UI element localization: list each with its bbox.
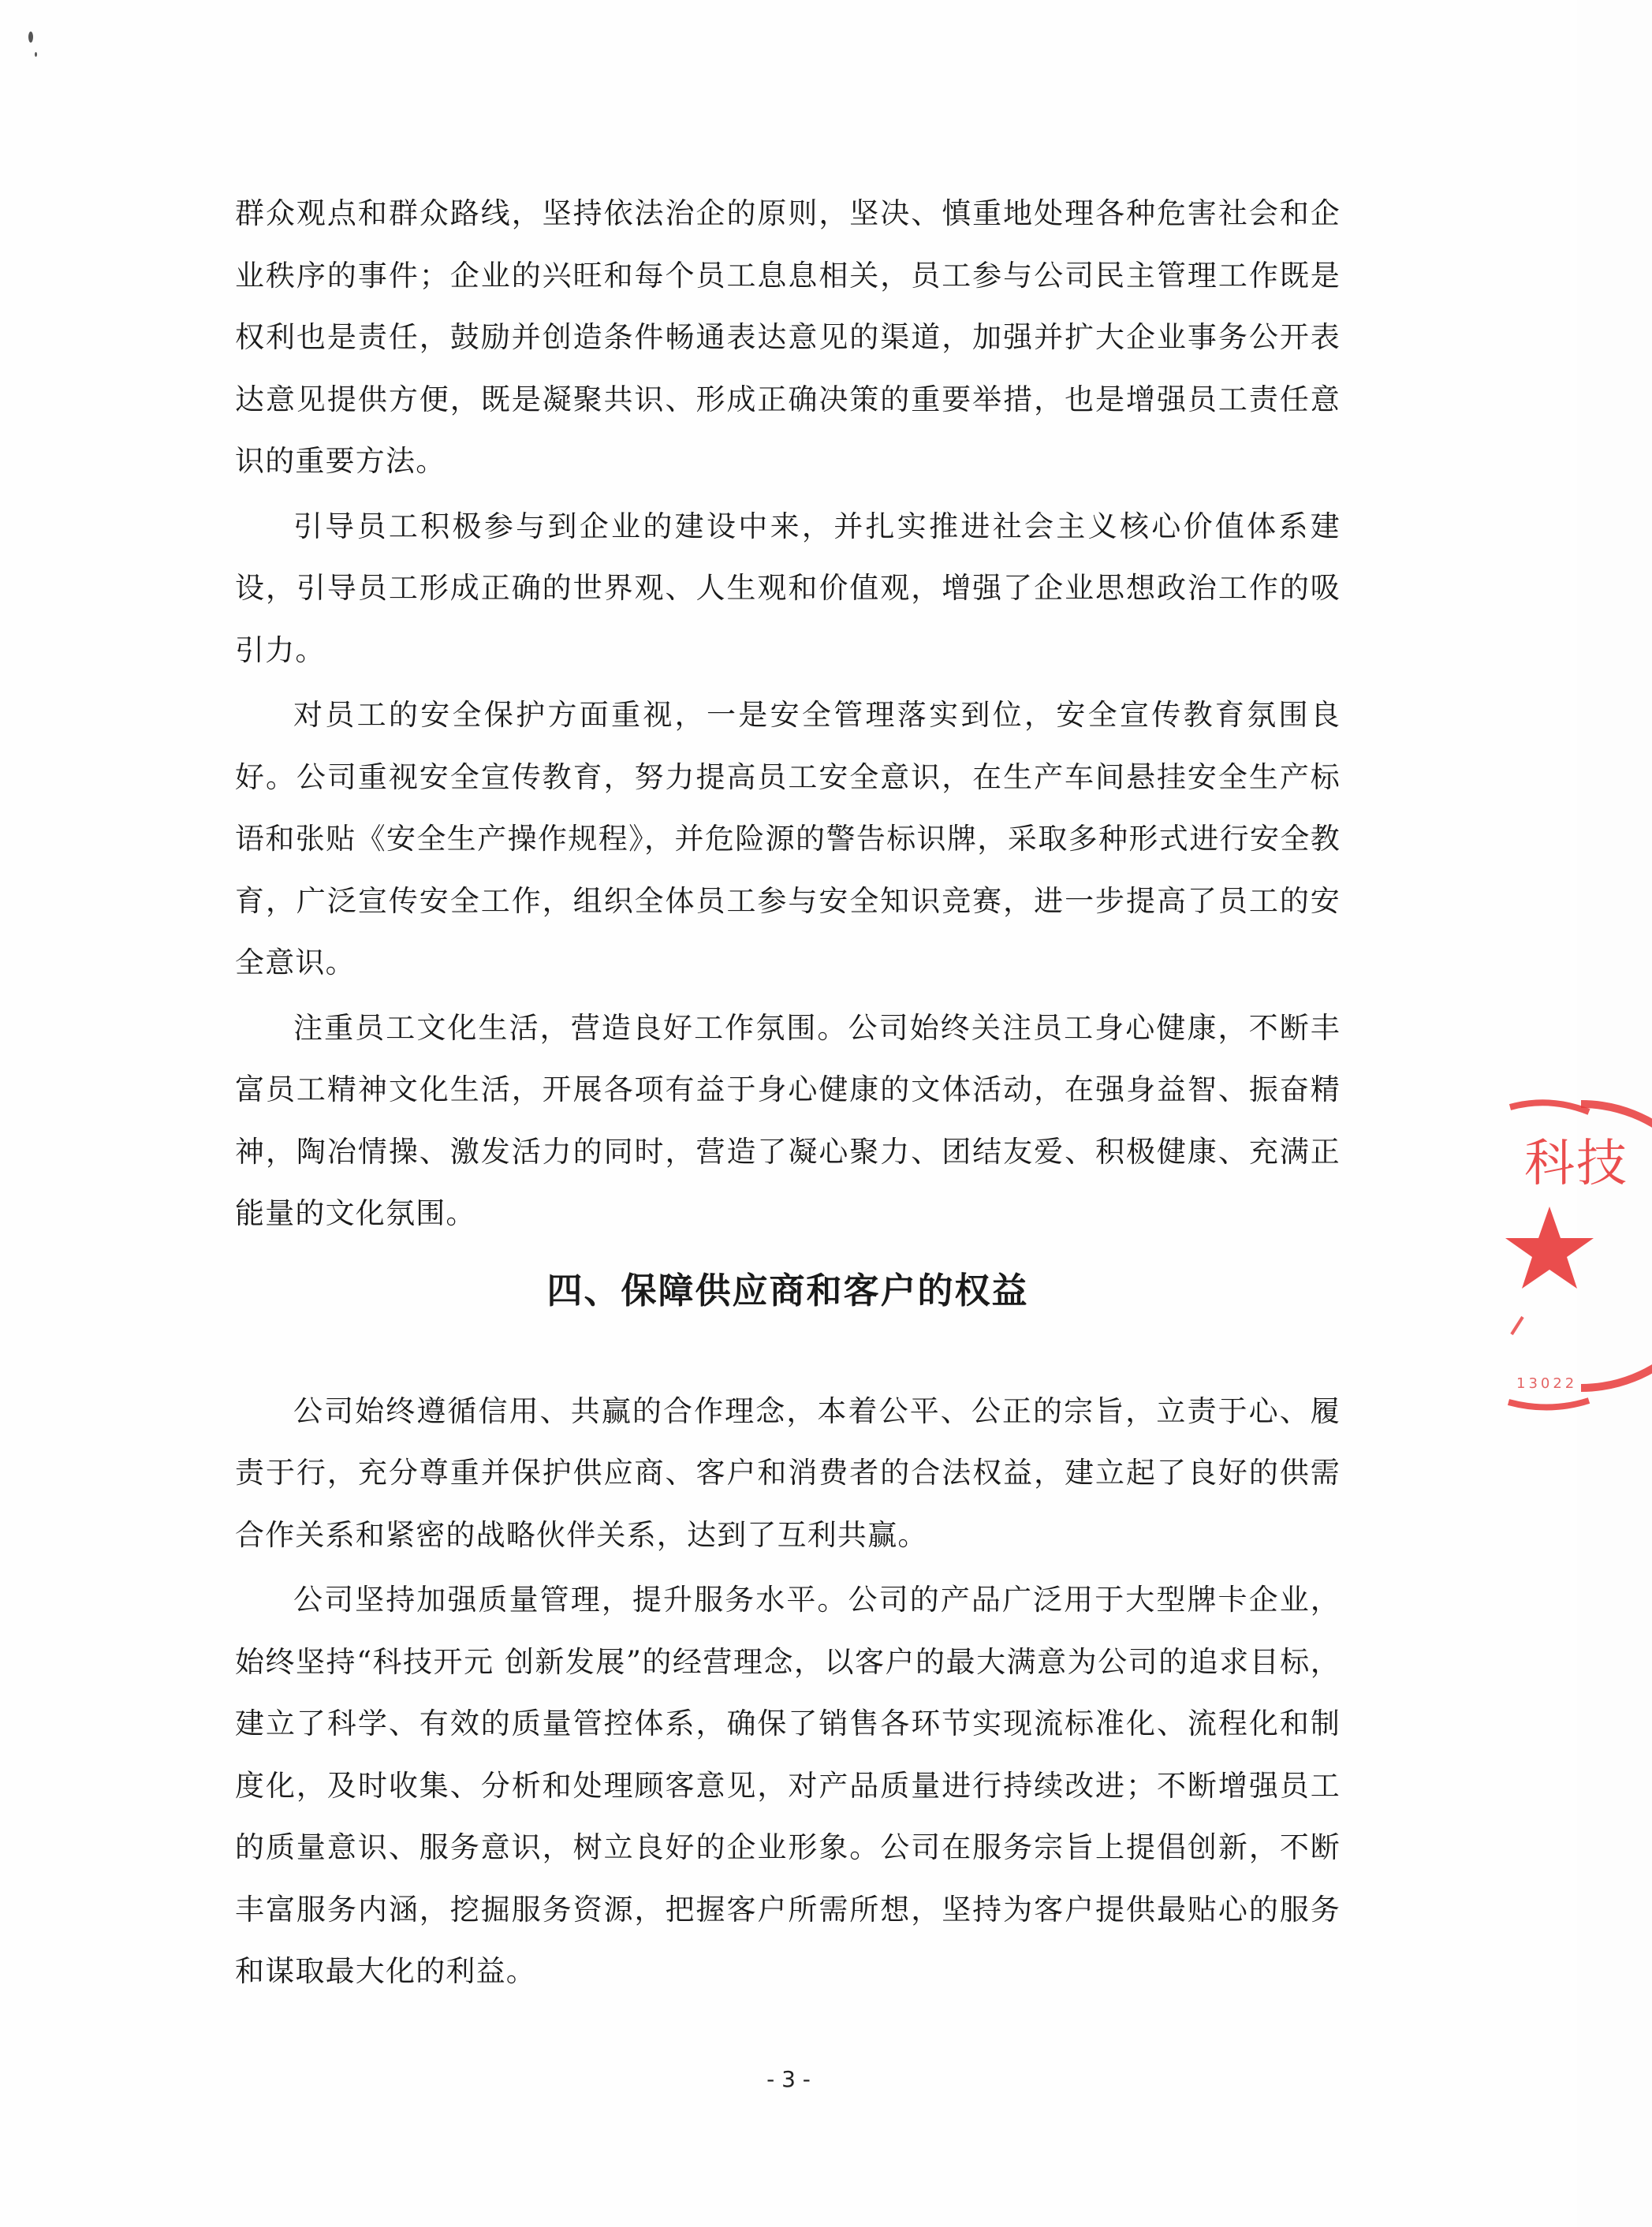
paragraph: 引导员工积极参与到企业的建设中来，并扎实推进社会主义核心价值体系建设，引导员工形成正确的世界观、人生观和价值观，增强了企业思想政治工作的吸引力。 bbox=[235, 509, 1341, 667]
section-heading: 四、保障供应商和客户的权益 bbox=[546, 1269, 1029, 1311]
paragraph: 对员工的安全保护方面重视，一是安全管理落实到位，安全宣传教育氛围良好。公司重视安全宣传教育，努力提高员工安全意识，在生产车间悬挂安全生产标语和张贴《安全生产操作规程》，并危险源的警告标识牌，采取多种形式进行安全教育，广泛宣传安全工作，组织全体员工参与安全知识竞赛，进一步提高了员工的安全意识。 bbox=[235, 698, 1341, 979]
seal-digits: 13022 bbox=[1516, 1375, 1578, 1392]
document-body bbox=[235, 183, 1341, 2006]
paragraph: 群众观点和群众路线，坚持依法治企的原则，坚决、慎重地处理各种危害社会和企业秩序的事件；企业的兴旺和每个员工息息相关，员工参与公司民主管理工作既是权利也是责任，鼓励并创造条件畅通表达意见的渠道，加强并扩大企业事务公开表达意见提供方便，既是凝聚共识、形成正确决策的重要举措，也是增强员工责任意识的重要方法。 bbox=[235, 196, 1341, 478]
paragraph: 公司坚持加强质量管理，提升服务水平。公司的产品广泛用于大型牌卡企业，始终坚持“科技开元 创新发展”的经营理念，以客户的最大满意为公司的追求目标，建立了科学、有效的质量管控体系，确保了销售各环节实现流标准化、流程化和制度化，及时收集、分析和处理顾客意见，对产品质量进行持续改进；不断增强员工的质量意识、服务意识，树立良好的企业形象。公司在服务宗旨上提倡创新，不断丰富服务内涵，挖掘服务资源，把握客户所需所想，坚持为客户提供最贴心的服务和谋取最大化的利益。 bbox=[235, 1583, 1341, 1988]
seal-text: 科技 bbox=[1524, 1135, 1628, 1193]
scan-mark bbox=[35, 52, 37, 57]
paragraph: 注重员工文化生活，营造良好工作氛围。公司始终关注员工身心健康，不断丰富员工精神文化生活，开展各项有益于身心健康的文体活动，在强身益智、振奋精神，陶冶情操、激发活力的同时，营造了凝心聚力、团结友爱、积极健康、充满正能量的文化氛围。 bbox=[235, 1010, 1341, 1230]
scan-mark bbox=[28, 32, 33, 43]
paragraph: 公司始终遵循信用、共赢的合作理念，本着公平、公正的宗旨，立责于心、履责于行，充分尊重并保护供应商、客户和消费者的合法权益，建立起了良好的供需合作关系和紧密的战略伙伴关系，达到了互利共赢。 bbox=[235, 1393, 1341, 1552]
page-number: - 3 - bbox=[766, 2066, 811, 2092]
star-icon bbox=[1505, 1207, 1594, 1289]
company-seal bbox=[1502, 1088, 1652, 1419]
